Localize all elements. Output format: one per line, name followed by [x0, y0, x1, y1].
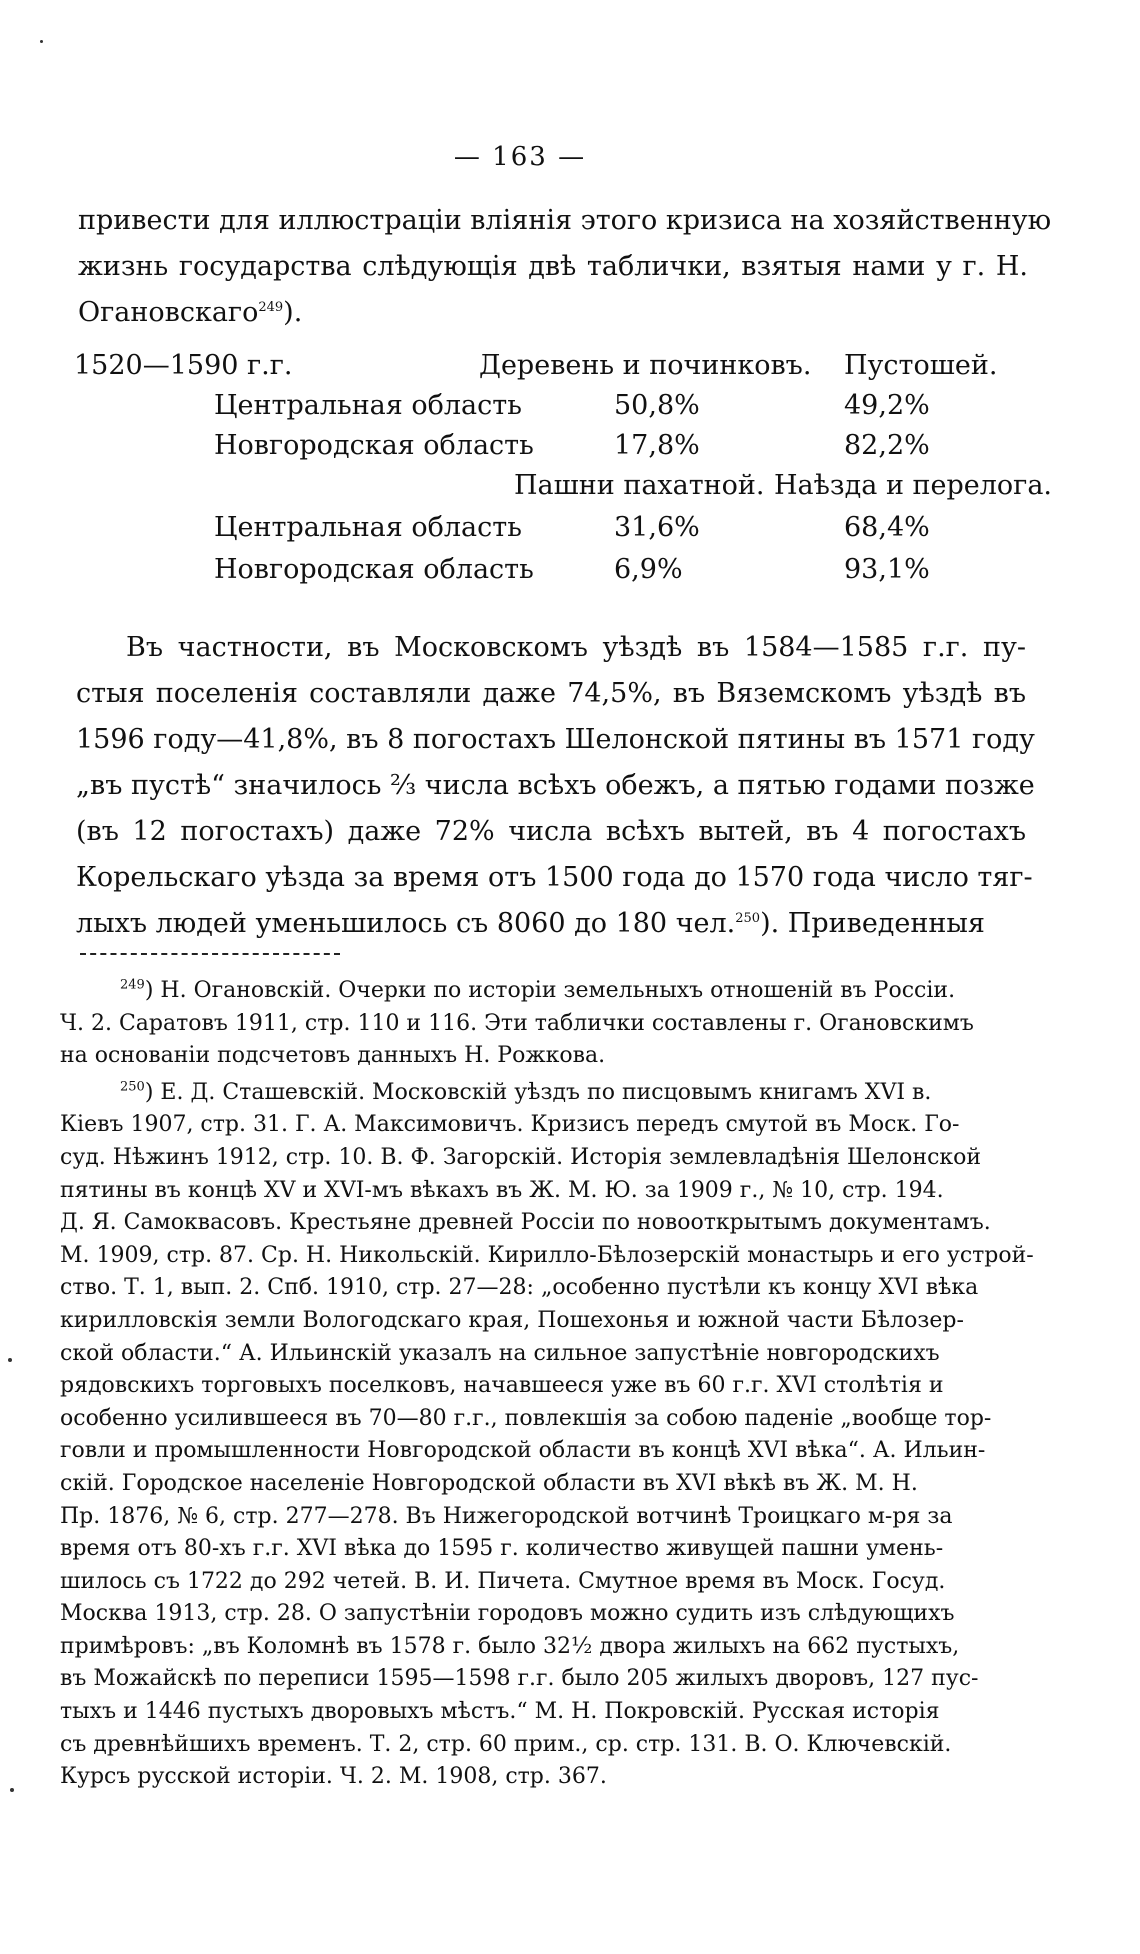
footnote-249: $^{249}$) Н. Огановскій. Очерки по исторіи земельныхъ отношеній въ Россіи.: [120, 977, 956, 1003]
body-line: Корельскаго уѣзда за время отъ 1500 года до 1570 года число тяг-: [76, 862, 1033, 893]
body-line: лыхъ людей уменьшилось съ 8060 до 180 чел.$^{250}$). Приведенныя: [76, 908, 985, 939]
footnote-divider: [80, 953, 340, 955]
percent-value: 93,1%: [844, 554, 930, 585]
footnote-marker: 250: [120, 1079, 145, 1095]
footnote-line: М. 1909, стр. 87. Ср. Н. Никольскій. Кирилло-Бѣлозерскій монастырь и его устрой-: [60, 1242, 1034, 1268]
table-row: [74, 512, 1034, 552]
footnote-line: Д. Я. Самоквасовъ. Крестьяне древней Россіи по новооткрытымъ документамъ.: [60, 1210, 991, 1236]
intro-line: привести для иллюстраціи вліянія этого кризиса на хозяйственную: [78, 205, 1052, 236]
column-header: Пустошей.: [844, 350, 998, 381]
percent-value: 68,4%: [844, 512, 930, 543]
footnote-line: тыхъ и 1446 пустыхъ дворовыхъ мѣстъ.“ М. Н. Покровскій. Русская исторія: [60, 1699, 940, 1725]
footnotes: [60, 975, 1034, 1794]
footnote-line: Курсъ русской исторіи. Ч. 2. М. 1908, стр. 367.: [60, 1764, 607, 1790]
percent-value: 49,2%: [844, 390, 930, 421]
table-header-row: [74, 350, 1034, 390]
footnote-line: говли и промышленности Новгородской области въ концѣ XVI вѣка“. А. Ильин-: [60, 1438, 986, 1464]
region-name: Центральная область: [214, 512, 522, 543]
footnote-line: примѣровъ: „въ Коломнѣ въ 1578 г. было 32½ двора жилыхъ на 662 пустыхъ,: [60, 1633, 960, 1659]
table-header-row: [74, 470, 1053, 510]
scan-speck: [10, 1788, 14, 1792]
body-paragraph: [76, 625, 1035, 947]
percent-value: 50,8%: [614, 390, 700, 421]
intro-line: жизнь государства слѣдующія двѣ таблички, взятыя нами у г. Н.: [78, 251, 1028, 282]
percent-value: 6,9%: [614, 554, 683, 585]
footnote-line: пятины въ концѣ XV и XVI-мъ вѣкахъ въ Ж. М. Ю. за 1909 г., № 10, стр. 194.: [60, 1177, 944, 1203]
footnote-line: въ Можайскѣ по переписи 1595—1598 г.г. было 205 жилыхъ дворовъ, 127 пус-: [60, 1666, 979, 1692]
percent-value: 17,8%: [614, 430, 700, 461]
scan-speck: [40, 40, 43, 43]
scan-speck: [8, 1358, 12, 1362]
footnote-ref[interactable]: 250: [735, 911, 761, 926]
footnote-line: Кіевъ 1907, стр. 31. Г. А. Максимовичъ. Кризисъ передъ смутой въ Моск. Го-: [60, 1112, 960, 1138]
region-name: Новгородская область: [214, 554, 534, 585]
table-row: [74, 390, 1034, 430]
body-line: стыя поселенія составляли даже 74,5%, въ Вяземскомъ уѣздѣ въ: [76, 678, 1026, 709]
table-row: [74, 430, 1034, 470]
footnote-line: ство. Т. 1, вып. 2. Спб. 1910, стр. 27—28: „особенно пустѣли къ концу XVI вѣка: [60, 1275, 979, 1301]
column-header: Пашни пахатной.: [514, 470, 765, 501]
footnote-ref[interactable]: 249: [258, 300, 284, 315]
footnote-line: шилось съ 1722 до 292 четей. В. И. Пичета. Смутное время въ Моск. Госуд.: [60, 1568, 946, 1594]
body-line: „въ пустѣ“ значилось ⅔ числа всѣхъ обежъ, а пятью годами позже: [76, 770, 1035, 801]
footnote-line: рядовскихъ торговыхъ поселковъ, начавшееся уже въ 60 г.г. XVI столѣтія и: [60, 1373, 944, 1399]
footnote-line: Пр. 1876, № 6, стр. 277—278. Въ Нижегородской вотчинѣ Троицкаго м-ря за: [60, 1503, 953, 1529]
footnote-marker: 249: [120, 977, 145, 993]
footnote-line: время отъ 80-хъ г.г. XVI вѣка до 1595 г. количество живущей пашни умень-: [60, 1536, 944, 1562]
percent-value: 31,6%: [614, 512, 700, 543]
footnote-line: ской области.“ А. Ильинскій указалъ на сильное запустѣніе новгородскихъ: [60, 1340, 940, 1366]
intro-line: Огановскаго$^{249}$).: [78, 297, 303, 328]
footnote-line: кирилловскія земли Вологодскаго края, Пошехонья и южной части Бѣлозер-: [60, 1307, 964, 1333]
footnote-line: особенно усилившееся въ 70—80 г.г., повлекшія за собою паденіе „вообще тор-: [60, 1405, 992, 1431]
body-line: Въ частности, въ Московскомъ уѣздѣ въ 1584—1585 г.г. пу-: [126, 632, 1026, 663]
footnote-line: скій. Городское населеніе Новгородской области въ XVI вѣкѣ въ Ж. М. Н.: [60, 1470, 918, 1496]
region-name: Центральная область: [214, 390, 522, 421]
column-header: Наѣзда и перелога.: [774, 470, 1053, 501]
body-line: 1596 году—41,8%, въ 8 погостахъ Шелонской пятины въ 1571 году: [76, 724, 1035, 755]
percent-value: 82,2%: [844, 430, 930, 461]
footnote-line: Москва 1913, стр. 28. О запустѣніи городовъ можно судить изъ слѣдующихъ: [60, 1601, 955, 1627]
region-name: Новгородская область: [214, 430, 534, 461]
page-number: — 163 —: [453, 142, 587, 172]
column-header: Деревень и починковъ.: [479, 350, 812, 381]
footnote-line: Ч. 2. Саратовъ 1911, стр. 110 и 116. Эти таблички составлены г. Огановскимъ: [60, 1010, 974, 1036]
footnote-line: съ древнѣйшихъ временъ. Т. 2, стр. 60 прим., ср. стр. 131. В. О. Ключевскій.: [60, 1731, 952, 1757]
footnote-line: суд. Нѣжинъ 1912, стр. 10. В. Ф. Загорскій. Исторія землевладѣнія Шелонской: [60, 1144, 982, 1170]
table-row: [74, 554, 1034, 594]
body-line: (въ 12 погостахъ) даже 72% числа всѣхъ вытей, въ 4 погостахъ: [76, 816, 1026, 847]
period-label: 1520—1590 г.г.: [74, 350, 293, 381]
footnote-line: на основаніи подсчетовъ данныхъ Н. Рожкова.: [60, 1043, 606, 1069]
footnote-250: $^{250}$) Е. Д. Сташевскій. Московскій уѣздъ по писцовымъ книгамъ XVI в.: [120, 1079, 932, 1105]
